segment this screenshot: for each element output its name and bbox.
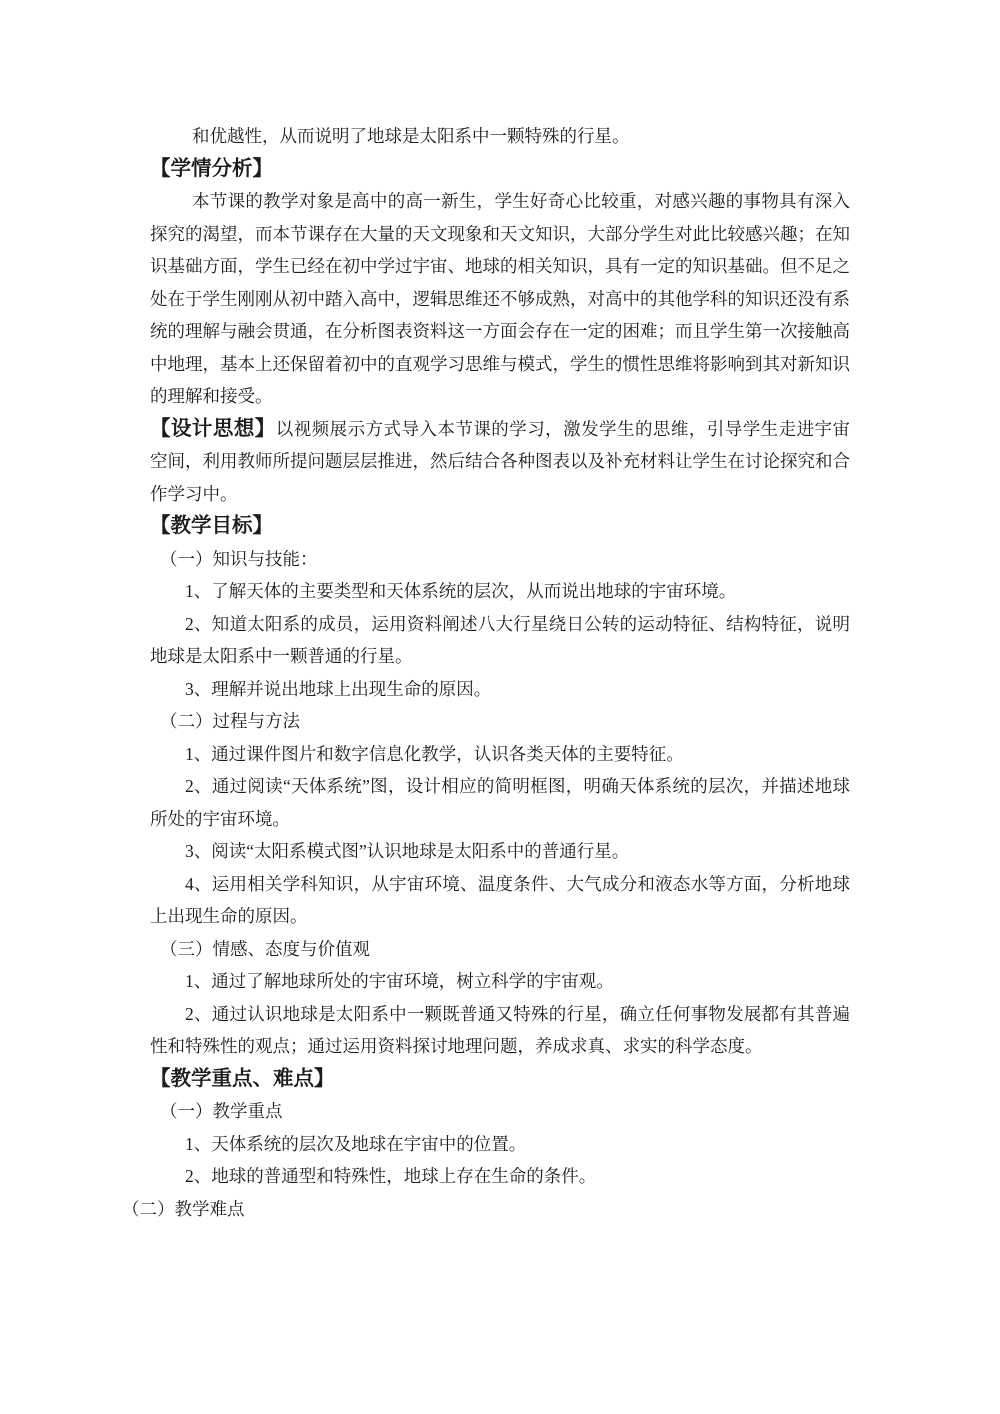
document-body <box>122 120 851 1225</box>
mubiao-sub2-item-3: 3、阅读“太阳系模式图”认识地球是太阳系中的普通行星。 <box>185 841 630 861</box>
zhongdian-sub1-item-2: 2、地球的普通型和特殊性，地球上存在生命的条件。 <box>185 1166 597 1186</box>
sheji-sixiang-paragraph <box>150 413 850 511</box>
mubiao-sub2-title: （二）过程与方法 <box>160 711 300 731</box>
xueqing-analysis-paragraph: 本节课的教学对象是高中的高一新生，学生好奇心比较重，对感兴趣的事物具有深入探究的渴望，而本节课存在大量的天文现象和天文知识，大部分学生对此比较感兴趣；在知识基础方面，学生已经在初中学过宇宙、地球的相关知识，具有一定的知识基础。但不足之处在于学生刚刚从初中踏入高中，逻辑思维还不够成熟，对高中的其他学科的知识还没有系统的理解与融会贯通，在分析图表资料这一方面会存在一定的困难；而且学生第一次接触高中地理，基本上还保留着初中的直观学习思维与模式，学生的惯性思维将影响到其对新知识的理解和接受。 <box>150 191 850 406</box>
intro-continuation-line: 和优越性，从而说明了地球是太阳系中一颗特殊的行星。 <box>192 126 630 146</box>
mubiao-sub1-title: （一）知识与技能： <box>160 548 318 569</box>
zhongdian-sub2-title: （二）教学难点 <box>122 1198 245 1219</box>
mubiao-sub1-item-2: 2、知道太阳系的成员，运用资料阐述八大行星绕日公转的运动特征、结构特征，说明地球是太阳系中一颗普通的行星。 <box>150 613 850 666</box>
sheji-sixiang-text: 以视频展示方式导入本节课的学习，激发学生的思维，引导学生走进宇宙空间，利用教师所提问题层层推进，然后结合各种图表以及补充材料让学生在讨论探究和合作学习中。 <box>150 418 851 504</box>
mubiao-sub3-item-2: 2、通过认识地球是太阳系中一颗既普通又特殊的行星，确立任何事物发展都有其普遍性和特殊性的观点；通过运用资料探讨地理问题，养成求真、求实的科学态度。 <box>150 1003 850 1056</box>
zhongdian-sub1-title: （一）教学重点 <box>160 1101 283 1121</box>
zhongdian-sub1-item-1: 1、天体系统的层次及地球在宇宙中的位置。 <box>185 1133 527 1154</box>
section-heading-zhongdian-nandian: 【教学重点、难点】 <box>150 1067 335 1090</box>
mubiao-sub2-item-4: 4、运用相关学科知识，从宇宙环境、温度条件、大气成分和液态水等方面，分析地球上出现生命的原因。 <box>150 873 850 926</box>
mubiao-sub3-title: （三）情感、态度与价值观 <box>160 938 370 959</box>
mubiao-sub3-item-1: 1、通过了解地球所处的宇宙环境，树立科学的宇宙观。 <box>185 971 614 991</box>
mubiao-sub2-item-1: 1、通过课件图片和数字信息化教学，认识各类天体的主要特征。 <box>185 743 684 764</box>
section-heading-xueqing-fenxi: 【学情分析】 <box>150 157 273 180</box>
section-heading-sheji-sixiang: 【设计思想】 <box>150 417 276 440</box>
mubiao-sub2-item-2: 2、通过阅读“天体系统”图，设计相应的简明框图，明确天体系统的层次，并描述地球所处的宇宙环境。 <box>150 776 850 829</box>
section-heading-jiaoxue-mubiao: 【教学目标】 <box>150 515 273 537</box>
mubiao-sub1-item-3: 3、理解并说出地球上出现生命的原因。 <box>185 678 492 699</box>
mubiao-sub1-item-1: 1、了解天体的主要类型和天体系统的层次，从而说出地球的宇宙环境。 <box>185 581 737 601</box>
